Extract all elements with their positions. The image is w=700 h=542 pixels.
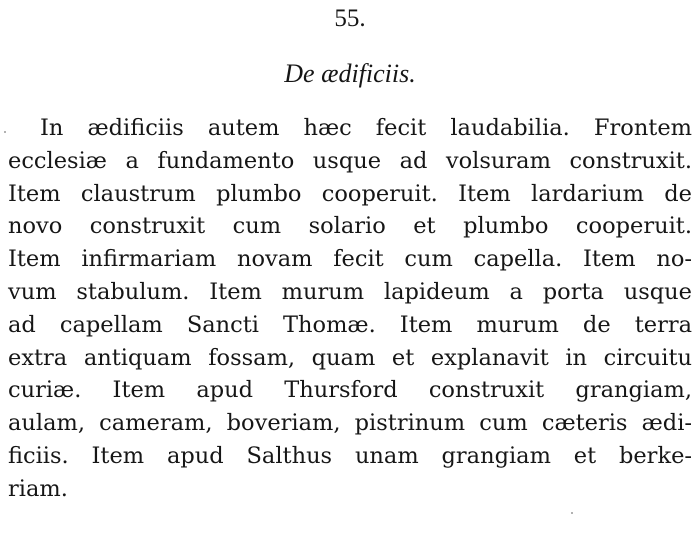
body-paragraph: [8, 112, 692, 506]
text-line: curiæ. Item apud Thursford construxit grangiam,: [8, 377, 692, 404]
text-line: ad capellam Sancti Thomæ. Item murum de terra: [8, 311, 692, 338]
text-line: riam.: [8, 475, 68, 502]
text-line: extra antiquam fossam, quam et explanavit in circuitu: [8, 344, 692, 371]
text-line: ecclesiæ a fundamento usque ad volsuram construxit.: [8, 147, 692, 174]
text-line: Item claustrum plumbo cooperuit. Item lardarium de: [8, 180, 692, 207]
text-line: vum stabulum. Item murum lapideum a porta usque: [8, 278, 692, 305]
paper-speck: [571, 512, 573, 514]
text-line: Item infirmariam novam fecit cum capella. Item no-: [8, 246, 692, 273]
text-line: In ædificiis autem hæc fecit laudabilia. Frontem: [40, 115, 692, 141]
page-number: 55.: [334, 5, 366, 32]
paper-speck: [4, 131, 6, 133]
text-line: novo construxit cum solario et plumbo cooperuit.: [8, 213, 692, 240]
section-title: De ædificiis.: [284, 59, 416, 88]
text-line: ficiis. Item apud Salthus unam grangiam et berke-: [8, 442, 692, 469]
text-line: aulam, cameram, boveriam, pistrinum cum cæteris ædi-: [8, 410, 692, 437]
